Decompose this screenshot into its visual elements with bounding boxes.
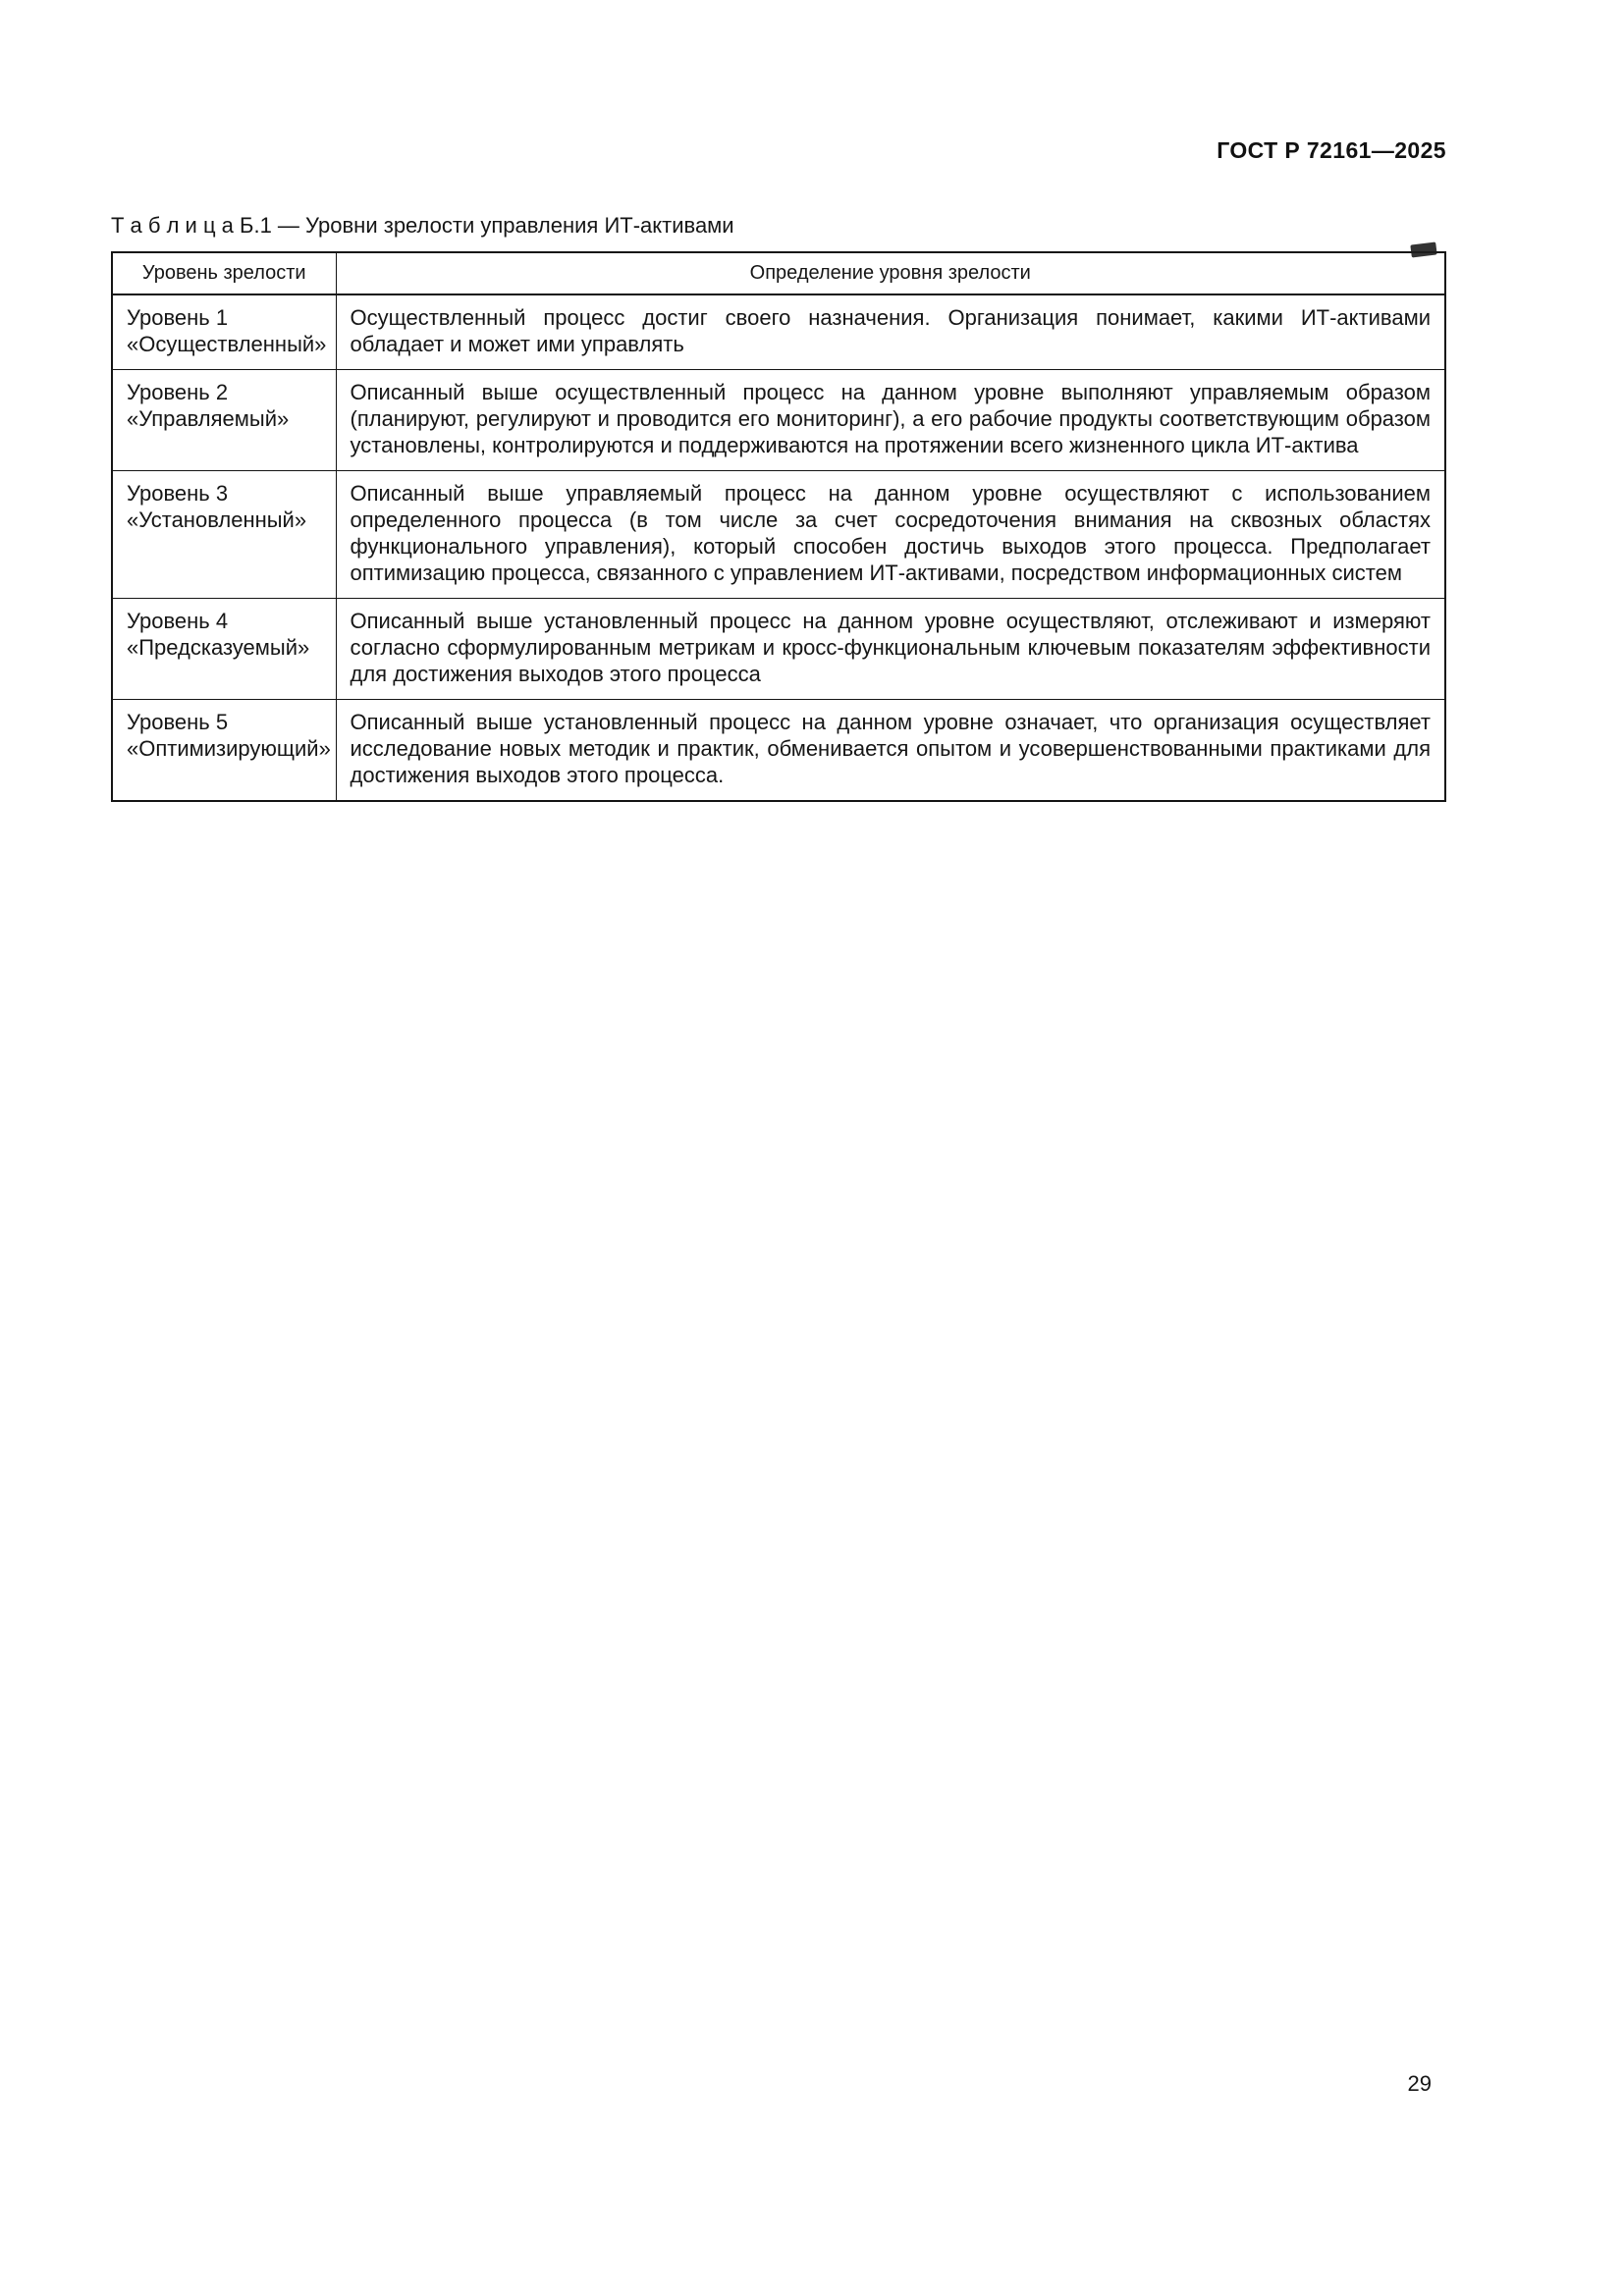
level-label: Уровень 3 — [127, 481, 229, 506]
definition-cell: Описанный выше осуществленный процесс на данном уровне выполняют управляемым образом (планируют, регулируют и проводится его мониторинг), а его рабочие продукты соответствующим образом установлены, контролируются и поддерживаются на протяжении всего жизненного цикла ИТ-актива — [336, 370, 1445, 471]
definition-cell: Описанный выше управляемый процесс на данном уровне осуществляют с использованием определенного процесса (в том числе за счет сосредоточения внимания на сквозных областях функционального управления), который способен достичь выходов этого процесса. Предполагает оптимизацию процесса, связанного с управлением ИТ-активами, посредством информационных систем — [336, 471, 1445, 599]
level-label: Уровень 5 — [127, 710, 229, 734]
level-label: Уровень 2 — [127, 380, 229, 404]
table-row — [112, 370, 1445, 471]
level-label: Уровень 4 — [127, 609, 229, 633]
standard-designation-header: ГОСТ Р 72161—2025 — [1217, 137, 1446, 163]
table-caption: Т а б л и ц а Б.1 — Уровни зрелости управления ИТ-активами — [111, 213, 734, 238]
page-content — [111, 137, 1446, 802]
table-row — [112, 294, 1445, 370]
definition-cell: Описанный выше установленный процесс на данном уровне осуществляют, отслеживают и измеряют согласно сформулированным метрикам и кросс-функциональным ключевым показателям эффективности для достижения выходов этого процесса — [336, 599, 1445, 700]
maturity-level-cell — [112, 599, 336, 700]
table-header-row — [112, 252, 1445, 294]
level-name: «Установленный» — [127, 507, 307, 532]
level-name: «Предсказуемый» — [127, 635, 310, 660]
level-label: Уровень 1 — [127, 305, 229, 330]
level-name: «Управляемый» — [127, 406, 290, 431]
maturity-levels-table — [111, 251, 1446, 802]
column-header-definition: Определение уровня зрелости — [336, 252, 1445, 294]
page-number: 29 — [1407, 2071, 1432, 2096]
maturity-level-cell — [112, 700, 336, 802]
column-header-maturity-level: Уровень зрелости — [112, 252, 336, 294]
maturity-level-cell — [112, 370, 336, 471]
maturity-level-cell — [112, 471, 336, 599]
definition-cell: Описанный выше установленный процесс на данном уровне означает, что организация осуществляет исследование новых методик и практик, обменивается опытом и усовершенствованными практиками для достижения выходов этого процесса. — [336, 700, 1445, 802]
definition-cell: Осуществленный процесс достиг своего назначения. Организация понимает, какими ИТ-активами обладает и может ими управлять — [336, 294, 1445, 370]
maturity-level-cell — [112, 294, 336, 370]
level-name: «Оптимизирующий» — [127, 736, 331, 761]
table-row — [112, 599, 1445, 700]
table-row — [112, 700, 1445, 802]
level-name: «Осуществленный» — [127, 332, 327, 356]
table-row — [112, 471, 1445, 599]
